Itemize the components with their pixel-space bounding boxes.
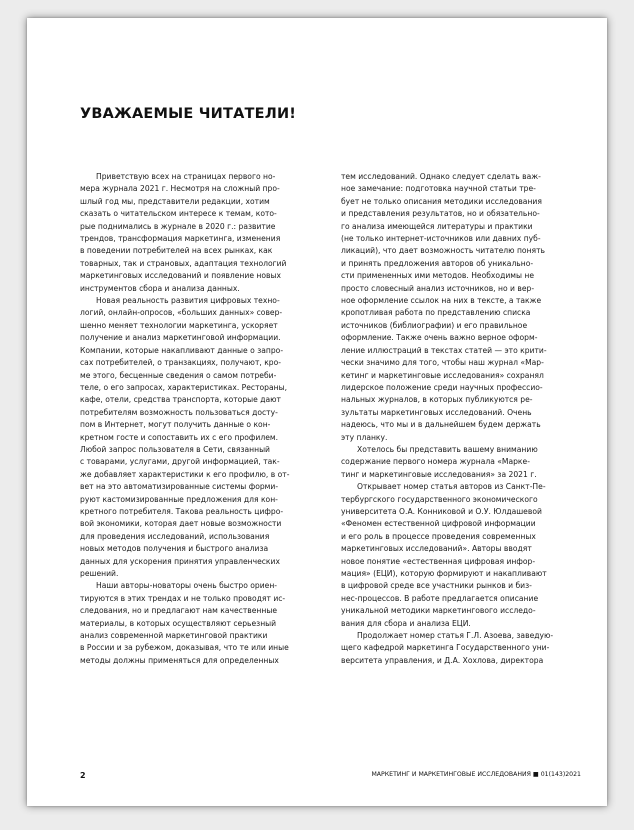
page-number: 2 — [80, 771, 86, 780]
document-page — [27, 18, 607, 806]
page-title: УВАЖАЕМЫЕ ЧИТАТЕЛИ! — [80, 106, 297, 122]
paragraph: Новая реальность развития цифровых техно- логий, онлайн-опросов, «больших данных» совер- шенно меняет технологии маркетинга, ускоряет получение и анализ маркетинговой информации. Компании, которые накапливают данные о запро- сах потребителей, о транзакциях, получают, кро- ме этого, бесценные сведения о самом потреби- теле, о его запросах, характеристиках. Рестораны, кафе, отели, средства транспорта, которые дают потребителям возможность пользоваться досту- пом в Интернет, могут получить данные о кон- кретном госте и сопоставить их с его профилем. Любой запрос пользователя в Сети, связанный с товарами, услугами, другой информацией, так- же добавляет характеристики к его профилю, в от- вет на это автоматизированные системы форми- руют кастомизированные предложения для кон- кретного потребителя. Такова реальность цифро- вой экономики, которая дает новые возможности для проведения исследований, использования новых методов получения и быстрого анализа данных для ускорения принятия управленческих решений. — [80, 296, 290, 578]
paragraph: Открывает номер статья авторов из Санкт-Пе- тербургского государственного экономического университета О.А. Конниковой и О.У. Юлдашевой «Феномен естественной цифровой информации и его роль в процессе проведения современных маркетинговых исследований». Авторы вводят новое понятие «естественная цифровая инфор- мация» (ЕЦИ), которую формируют и накапливают в цифровой среде все участники рынков и биз- нес-процессов. В работе предлагается описание уникальной методики маркетингового исследо- вания для сбора и анализа ЕЦИ. — [341, 482, 547, 628]
left-column — [80, 171, 329, 667]
paragraph: Наши авторы-новаторы очень быстро ориен- тируются в этих трендах и не только проводят ис- следования, но и предлагают нам качественные материалы, в которых осуществляют серьезный анализ современной маркетинговой практики в России и за рубежом, доказывая, что те или иные методы должны применяться для определенных — [80, 581, 289, 665]
paragraph: Хотелось бы представить вашему вниманию содержание первого номера журнала «Марке- тинг и маркетинговые исследования» за 2021 г. — [341, 444, 538, 479]
paragraph: Продолжает номер статья Г.Л. Азоева, заведую- щего кафедрой маркетинга Государственного уни- верситета управления, и Д.А. Хохлова, директора — [341, 631, 554, 665]
paragraph: тем исследований. Однако следует сделать важ- ное замечание: подготовка научной статьи тре- бует не только описания методики исследования и представления результатов, но и обязательно- го анализа имеющейся литературы и практики (не только интернет-источников или давних пуб- ликаций), что дает возможность читателю понять и принять предложения авторов об уникально- сти примененных ими методов. Необходимы не просто словесный анализ источников, но и вер- ное оформление ссылок на них в тексте, а также кропотливая работа по представлению списка источников (библиографии) и его правильное оформление. Также очень важно верное оформ- ление иллюстраций в текстах статей — это крити- чески значимо для того, чтобы наш журнал «Мар- кетинг и маркетинговые исследования» сохранял лидерское положение среди научных профессио- нальных журналов, в которых публикуются ре- зультаты маркетинговых исследований. Очень надеюсь, что мы и в дальнейшем будем держать эту планку. — [341, 172, 547, 442]
paragraph: Приветствую всех на страницах первого но- мера журнала 2021 г. Несмотря на сложный про- шлый год мы, представители редакции, хотим сказать о читательском интересе к темам, кото- рые поднимались в журнале в 2020 г.: развитие трендов, трансформация маркетинга, изменения в поведении потребителей на всех рынках, как товарных, так и страновых, адаптация технологий маркетинговых исследований и появление новых инструментов сбора и анализа данных. — [80, 172, 287, 293]
running-footer: МАРКЕТИНГ И МАРКЕТИНГОВЫЕ ИССЛЕДОВАНИЯ ■ 01(143)2021 — [371, 771, 581, 778]
right-column — [341, 171, 593, 667]
